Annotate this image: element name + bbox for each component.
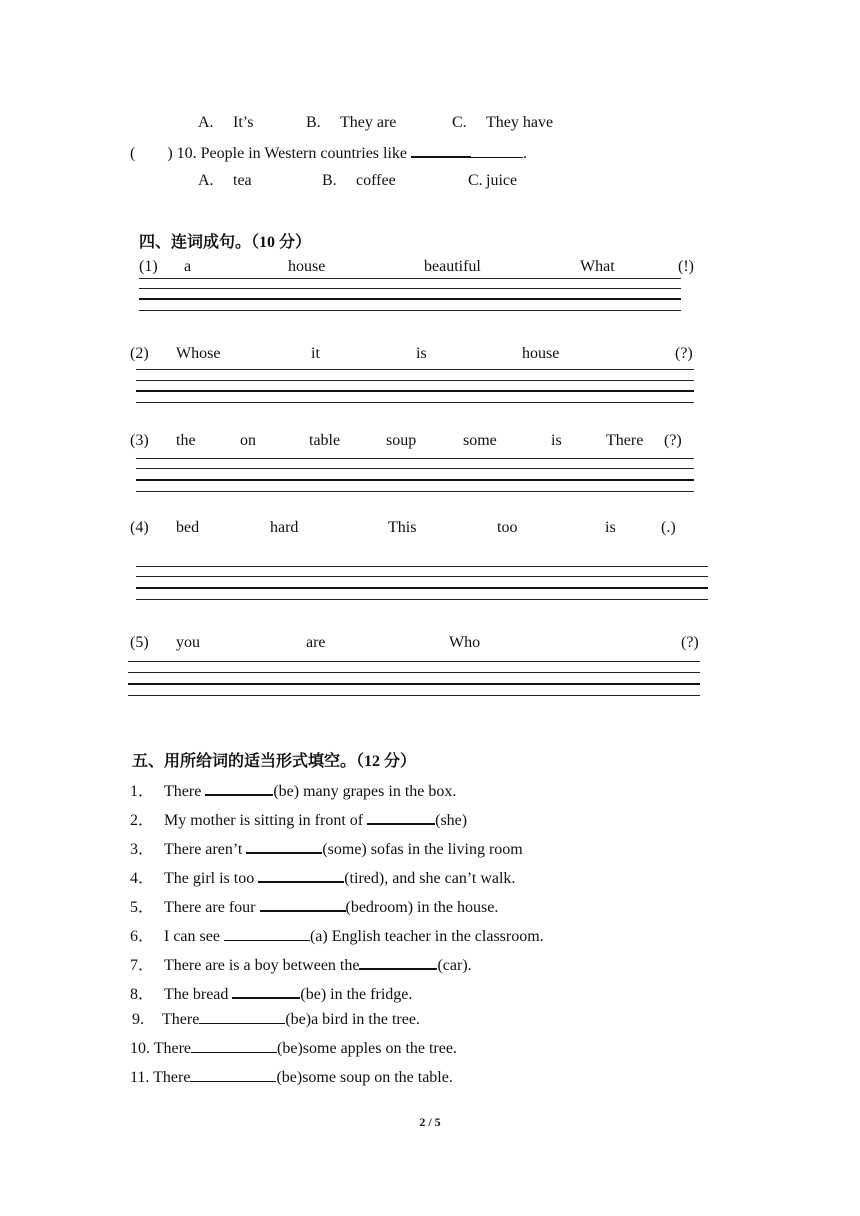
writing-line [136, 566, 708, 567]
q9-option-b-letter: B. [306, 114, 321, 131]
writing-line[interactable] [136, 576, 708, 577]
writing-line[interactable] [136, 599, 708, 600]
q10-answer-blank[interactable] [411, 143, 471, 158]
fill-item-5 [130, 894, 498, 917]
q10-option-a: tea [233, 172, 252, 189]
fill-item-before: There [153, 1069, 191, 1086]
s4-item2-word: house [522, 345, 560, 362]
q10-options [198, 172, 618, 190]
q10-option-c-letter: C. [468, 172, 483, 189]
s4-item4-num: (4) [130, 519, 149, 536]
fill-item-number: 9. [132, 1011, 144, 1028]
s4-item3-word: soup [386, 432, 417, 449]
answer-blank[interactable] [190, 1068, 276, 1082]
q10-option-b-letter: B. [322, 172, 337, 189]
fill-item-after: (bedroom) in the house. [345, 899, 499, 916]
answer-blank[interactable] [260, 897, 346, 912]
s4-item3-word: on [240, 432, 256, 449]
fill-item-after: (a) English teacher in the classroom. [309, 928, 544, 945]
fill-item-before: There aren’t [164, 841, 247, 858]
s4-item5-word: Who [449, 634, 481, 651]
fill-item-after: (she) [435, 812, 468, 829]
s4-item3-word: some [463, 432, 497, 449]
s4-item1-word: What [580, 258, 615, 275]
fill-item-after: (some) sofas in the living room [322, 841, 523, 858]
writing-line[interactable] [128, 683, 700, 685]
fill-item-before: There [162, 1011, 200, 1028]
answer-blank[interactable] [232, 984, 300, 999]
s4-item5-end: (?) [681, 634, 699, 651]
s4-item4-word: hard [270, 519, 299, 536]
writing-line [128, 661, 700, 662]
fill-item-8 [130, 981, 412, 1004]
fill-item-number: 6． [130, 928, 155, 945]
s4-item4-word: bed [176, 519, 200, 536]
s4-item3-word: There [606, 432, 644, 449]
q10-text: 10. People in Western countries like [176, 145, 408, 162]
fill-item-number: 2． [130, 812, 155, 829]
q10-answer-paren: ( ) [130, 145, 173, 162]
fill-item-9 [130, 1010, 420, 1029]
fill-item-after: (be)some apples on the tree. [277, 1040, 457, 1057]
fill-item-after: (be)a bird in the tree. [285, 1011, 420, 1028]
fill-item-number: 8． [130, 986, 155, 1003]
q10-option-b: coffee [356, 172, 396, 189]
s4-item5-word: are [306, 634, 326, 651]
s4-item2-word: it [311, 345, 320, 362]
writing-line[interactable] [139, 288, 681, 289]
fill-item-before: The bread [164, 986, 233, 1003]
s4-item5-num: (5) [130, 634, 149, 651]
s4-item4-word: too [497, 519, 518, 536]
q9-options [198, 114, 618, 132]
fill-item-number: 5． [130, 899, 155, 916]
writing-line[interactable] [139, 310, 681, 311]
fill-item-before: There [153, 1040, 192, 1057]
q10-option-c: juice [486, 172, 518, 189]
writing-line[interactable] [136, 390, 694, 392]
fill-item-before: I can see [164, 928, 224, 945]
writing-line[interactable] [136, 479, 694, 481]
writing-line[interactable] [128, 672, 700, 673]
fill-item-after: (car). [437, 957, 472, 974]
s4-item1-word: a [184, 258, 192, 275]
answer-blank[interactable] [258, 868, 344, 883]
fill-item-before: My mother is sitting in front of [164, 812, 368, 829]
section4-heading: 四、连词成句。（10 分） [139, 234, 312, 251]
fill-item-after: (be) in the fridge. [300, 986, 413, 1003]
s4-item1-word: beautiful [424, 258, 481, 275]
answer-blank[interactable] [205, 781, 273, 796]
s4-item3-num: (3) [130, 432, 149, 449]
writing-line [139, 278, 681, 279]
writing-line[interactable] [136, 380, 694, 381]
s4-item1-end: (!) [678, 258, 694, 275]
s4-item2-word: is [416, 345, 427, 362]
fill-item-10 [130, 1039, 457, 1058]
fill-item-2 [130, 807, 467, 830]
writing-line[interactable] [136, 587, 708, 589]
s4-item4-end: (.) [661, 519, 676, 536]
s4-item1-word: house [288, 258, 326, 275]
s4-item4-word: This [388, 519, 417, 536]
fill-item-before: The girl is too [164, 870, 259, 887]
writing-line[interactable] [136, 402, 694, 403]
s4-item5-word: you [176, 634, 200, 651]
fill-item-number: 3． [130, 841, 155, 858]
s4-item3-end: (?) [664, 432, 682, 449]
s4-item2-end: (?) [675, 345, 693, 362]
section5-heading: 五、用所给词的适当形式填空。（12 分） [132, 753, 417, 770]
fill-item-number: 4． [130, 870, 155, 887]
fill-item-number: 7． [130, 957, 155, 974]
fill-item-before: There [164, 783, 206, 800]
answer-blank[interactable] [246, 839, 322, 854]
fill-item-number: 10. [130, 1040, 150, 1057]
writing-line[interactable] [136, 468, 694, 469]
answer-blank[interactable] [199, 1010, 285, 1024]
fill-item-before: There are four [164, 899, 260, 916]
q9-option-a-letter: A. [198, 114, 214, 131]
fill-item-6 [130, 923, 544, 946]
q9-option-c-letter: C. [452, 114, 467, 131]
q10-answer-blank-tail [471, 144, 523, 158]
writing-line[interactable] [136, 491, 694, 492]
s4-item1-num: (1) [139, 258, 158, 275]
page-number: 2 / 5 [419, 1115, 441, 1129]
q9-option-a: It’s [233, 114, 254, 131]
answer-blank[interactable] [367, 810, 435, 825]
fill-item-4 [130, 865, 515, 888]
fill-item-before: There are is a boy between the [164, 957, 360, 974]
s4-item4-word: is [605, 519, 616, 536]
s4-item3-word: is [551, 432, 562, 449]
fill-item-after: (be)some soup on the table. [276, 1069, 453, 1086]
fill-item-1 [130, 778, 456, 801]
fill-item-11 [130, 1068, 453, 1087]
fill-item-3 [130, 836, 523, 859]
writing-line[interactable] [128, 695, 700, 696]
q10-period: . [523, 145, 528, 162]
writing-line[interactable] [139, 298, 681, 300]
s4-item3-word: the [176, 432, 196, 449]
s4-item3-word: table [309, 432, 341, 449]
q9-option-c: They have [486, 114, 554, 131]
fill-item-7 [130, 952, 472, 975]
fill-item-after: (be) many grapes in the box. [273, 783, 457, 800]
answer-blank[interactable] [359, 955, 437, 970]
s4-item2-num: (2) [130, 345, 149, 362]
answer-blank[interactable] [191, 1039, 277, 1053]
fill-item-number: 1． [130, 783, 155, 800]
writing-line [136, 458, 694, 459]
s4-item2-word: Whose [176, 345, 221, 362]
fill-item-after: (tired), and she can’t walk. [344, 870, 516, 887]
fill-item-number: 11. [130, 1069, 150, 1086]
writing-line [136, 369, 694, 370]
q9-option-b: They are [340, 114, 397, 131]
q10-option-a-letter: A. [198, 172, 214, 189]
q10-question [130, 143, 527, 162]
answer-blank[interactable] [224, 927, 310, 941]
